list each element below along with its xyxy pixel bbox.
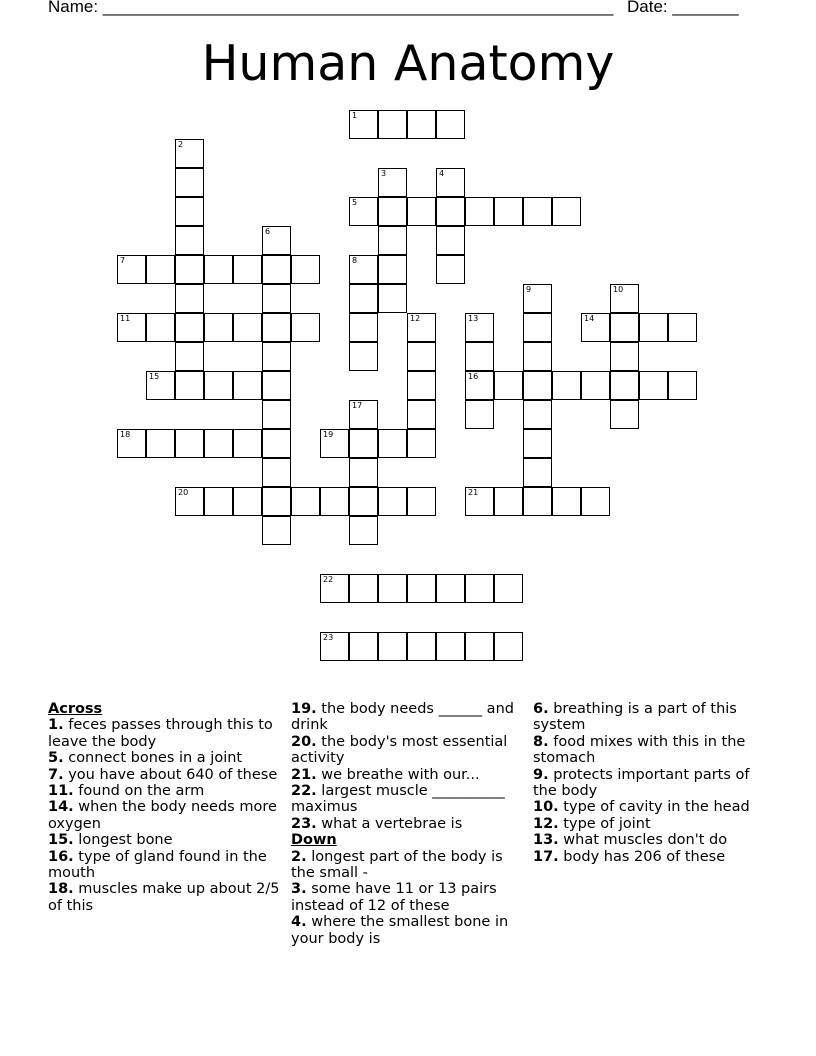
grid-cell[interactable]: [175, 342, 204, 371]
grid-cell[interactable]: [204, 429, 233, 458]
grid-cell[interactable]: [436, 255, 465, 284]
clue-number: 13: [468, 314, 479, 323]
clue-item-number: 11.: [48, 783, 74, 800]
grid-cell[interactable]: [175, 226, 204, 255]
grid-cell[interactable]: [407, 110, 436, 139]
clue-item-text: the body needs ______ and drink: [291, 701, 514, 734]
grid-cell[interactable]: [407, 632, 436, 661]
clue-item: [533, 799, 773, 815]
clue-item: [48, 881, 284, 914]
grid-cell[interactable]: [175, 284, 204, 313]
clue-item: [291, 881, 527, 914]
clue-number: 21: [468, 488, 479, 497]
clue-item-number: 5.: [48, 750, 64, 767]
grid-cell[interactable]: [262, 284, 291, 313]
clue-number: 14: [584, 314, 595, 323]
clue-item: [48, 717, 284, 750]
grid-cell[interactable]: [465, 487, 494, 516]
clue-item: [48, 799, 284, 832]
clue-item-text: some have 11 or 13 pairs instead of 12 of these: [291, 881, 497, 914]
grid-cell[interactable]: [262, 516, 291, 545]
clue-item-number: 10.: [533, 799, 559, 816]
clue-number: 18: [120, 430, 131, 439]
clue-item: [291, 734, 527, 767]
clue-item-number: 23.: [291, 815, 317, 832]
grid-cell[interactable]: [465, 632, 494, 661]
clue-item-number: 14.: [48, 799, 74, 816]
grid-cell[interactable]: [407, 429, 436, 458]
grid-cell[interactable]: [233, 429, 262, 458]
clue-column-2: [291, 701, 527, 947]
clue-item: [291, 849, 527, 882]
clue-item: [291, 816, 527, 832]
down-header: Down: [291, 832, 337, 849]
grid-cell[interactable]: [465, 400, 494, 429]
grid-cell[interactable]: [146, 255, 175, 284]
grid-cell[interactable]: [436, 197, 465, 226]
grid-cell[interactable]: [378, 574, 407, 603]
clue-number: 16: [468, 372, 479, 381]
grid-cell[interactable]: [175, 139, 204, 168]
grid-cell[interactable]: [175, 371, 204, 400]
clue-item-number: 15.: [48, 832, 74, 849]
clue-number: 23: [323, 633, 334, 642]
grid-cell[interactable]: [291, 255, 320, 284]
grid-cell[interactable]: [523, 458, 552, 487]
grid-cell[interactable]: [523, 342, 552, 371]
grid-cell[interactable]: [465, 574, 494, 603]
grid-cell[interactable]: [262, 342, 291, 371]
grid-cell[interactable]: [378, 429, 407, 458]
clue-item-text: you have about 640 of these: [63, 766, 278, 783]
clue-item-text: type of joint: [558, 815, 651, 832]
clue-column-3: [533, 701, 773, 865]
grid-cell[interactable]: [204, 255, 233, 284]
grid-cell[interactable]: [262, 371, 291, 400]
grid-cell[interactable]: [320, 429, 349, 458]
grid-cell[interactable]: [233, 487, 262, 516]
clue-item: [291, 914, 527, 947]
grid-cell[interactable]: [262, 226, 291, 255]
clue-column-1: [48, 701, 284, 914]
grid-cell[interactable]: [349, 458, 378, 487]
grid-cell[interactable]: [436, 226, 465, 255]
grid-cell[interactable]: [175, 197, 204, 226]
clue-item: [533, 701, 773, 734]
grid-cell[interactable]: [117, 313, 146, 342]
clue-number: 8: [352, 256, 358, 265]
clue-item-number: 17.: [533, 848, 559, 865]
grid-cell[interactable]: [291, 313, 320, 342]
grid-cell[interactable]: [349, 632, 378, 661]
clue-number: 17: [352, 401, 363, 410]
grid-cell[interactable]: [175, 255, 204, 284]
grid-cell[interactable]: [639, 371, 668, 400]
clue-item-text: muscles make up about 2/5 of this: [48, 881, 280, 914]
clue-item-text: connect bones in a joint: [63, 750, 243, 767]
clue-item-text: what muscles don't do: [558, 832, 728, 849]
clue-item-text: type of cavity in the head: [558, 799, 750, 816]
clue-item: [48, 832, 284, 848]
clue-item-text: food mixes with this in the stomach: [533, 733, 746, 767]
clue-number: 5: [352, 198, 358, 207]
grid-cell[interactable]: [436, 574, 465, 603]
clue-item: [291, 701, 527, 734]
grid-cell[interactable]: [552, 487, 581, 516]
grid-cell[interactable]: [610, 284, 639, 313]
grid-cell[interactable]: [378, 226, 407, 255]
clue-item: [48, 783, 284, 799]
clue-item: [533, 767, 773, 800]
grid-cell[interactable]: [581, 487, 610, 516]
clue-item-text: feces passes through this to leave the body: [48, 717, 273, 750]
clue-item: [533, 832, 773, 848]
clue-item: [291, 767, 527, 783]
clue-item-text: where the smallest bone in your body is: [291, 914, 509, 947]
clue-number: 11: [120, 314, 131, 323]
grid-cell[interactable]: [349, 516, 378, 545]
clue-item-number: 9.: [533, 766, 549, 783]
clue-item-text: the body's most essential activity: [291, 733, 508, 767]
clue-item: [533, 816, 773, 832]
clue-item-number: 22.: [291, 783, 317, 800]
grid-cell[interactable]: [320, 632, 349, 661]
grid-cell[interactable]: [146, 371, 175, 400]
grid-cell[interactable]: [523, 400, 552, 429]
clue-number: 4: [439, 169, 445, 178]
clue-item-number: 4.: [291, 914, 307, 931]
clue-number: 12: [410, 314, 421, 323]
grid-cell[interactable]: [523, 197, 552, 226]
grid-cell[interactable]: [262, 458, 291, 487]
grid-cell[interactable]: [581, 313, 610, 342]
grid-cell[interactable]: [378, 197, 407, 226]
grid-cell[interactable]: [523, 284, 552, 313]
grid-cell[interactable]: [378, 487, 407, 516]
page-title: Human Anatomy: [201, 35, 615, 92]
across-header: Across: [48, 701, 103, 717]
grid-cell[interactable]: [494, 632, 523, 661]
clue-item-number: 19.: [291, 701, 317, 717]
clue-item-number: 7.: [48, 766, 64, 783]
grid-cell[interactable]: [494, 197, 523, 226]
clue-item-text: found on the arm: [73, 783, 205, 800]
clue-item-number: 20.: [291, 733, 317, 750]
grid-cell[interactable]: [465, 371, 494, 400]
clue-item-text: what a vertebrae is: [316, 815, 463, 832]
grid-cell[interactable]: [436, 110, 465, 139]
grid-cell[interactable]: [204, 371, 233, 400]
grid-cell[interactable]: [378, 284, 407, 313]
clue-item-text: longest bone: [73, 832, 173, 849]
grid-cell[interactable]: [523, 313, 552, 342]
clue-item-text: longest part of the body is the small -: [291, 848, 503, 882]
clue-item-text: largest muscle __________ maximus: [291, 783, 505, 816]
grid-cell[interactable]: [320, 487, 349, 516]
clue-item-number: 1.: [48, 717, 64, 734]
grid-cell[interactable]: [523, 371, 552, 400]
grid-cell[interactable]: [349, 197, 378, 226]
grid-cell[interactable]: [320, 574, 349, 603]
clue-number: 9: [526, 285, 532, 294]
clue-item: [48, 767, 284, 783]
grid-cell[interactable]: [610, 371, 639, 400]
grid-cell[interactable]: [407, 313, 436, 342]
clue-item-text: when the body needs more oxygen: [48, 799, 277, 832]
grid-cell[interactable]: [610, 400, 639, 429]
grid-cell[interactable]: [436, 168, 465, 197]
grid-cell[interactable]: [175, 313, 204, 342]
grid-cell[interactable]: [407, 574, 436, 603]
grid-cell[interactable]: [146, 429, 175, 458]
grid-cell[interactable]: [117, 255, 146, 284]
grid-cell[interactable]: [349, 574, 378, 603]
grid-cell[interactable]: [465, 342, 494, 371]
clue-number: 6: [265, 227, 271, 236]
grid-cell[interactable]: [262, 313, 291, 342]
clue-item: [291, 783, 527, 816]
grid-cell[interactable]: [233, 313, 262, 342]
clue-number: 10: [613, 285, 624, 294]
clue-number: 19: [323, 430, 334, 439]
grid-cell[interactable]: [668, 371, 697, 400]
clue-number: 20: [178, 488, 189, 497]
grid-cell[interactable]: [291, 487, 320, 516]
grid-cell[interactable]: [349, 342, 378, 371]
grid-cell[interactable]: [436, 632, 465, 661]
grid-cell[interactable]: [378, 255, 407, 284]
grid-cell[interactable]: [378, 168, 407, 197]
grid-cell[interactable]: [407, 487, 436, 516]
grid-cell[interactable]: [175, 429, 204, 458]
grid-cell[interactable]: [407, 400, 436, 429]
grid-cell[interactable]: [349, 255, 378, 284]
clue-item-number: 8.: [533, 733, 549, 750]
date-field[interactable]: Date: _______: [627, 0, 739, 16]
grid-cell[interactable]: [494, 371, 523, 400]
name-field[interactable]: Name: ______________________________________________________: [48, 0, 614, 16]
grid-cell[interactable]: [494, 487, 523, 516]
grid-cell[interactable]: [146, 313, 175, 342]
grid-cell[interactable]: [378, 110, 407, 139]
grid-cell[interactable]: [204, 313, 233, 342]
grid-cell[interactable]: [668, 313, 697, 342]
grid-cell[interactable]: [262, 487, 291, 516]
clue-item-number: 13.: [533, 832, 559, 849]
grid-cell[interactable]: [175, 487, 204, 516]
clue-number: 22: [323, 575, 334, 584]
grid-cell[interactable]: [175, 168, 204, 197]
grid-cell[interactable]: [262, 255, 291, 284]
clue-item: [533, 849, 773, 865]
grid-cell[interactable]: [378, 632, 407, 661]
grid-cell[interactable]: [407, 197, 436, 226]
grid-cell[interactable]: [610, 342, 639, 371]
grid-cell[interactable]: [349, 313, 378, 342]
clue-item-text: body has 206 of these: [558, 848, 726, 865]
clue-item-text: we breathe with our...: [316, 766, 480, 783]
grid-cell[interactable]: [349, 400, 378, 429]
clue-item: [48, 849, 284, 882]
grid-cell[interactable]: [465, 197, 494, 226]
clue-item-number: 12.: [533, 815, 559, 832]
grid-cell[interactable]: [610, 313, 639, 342]
grid-cell[interactable]: [639, 313, 668, 342]
grid-cell[interactable]: [494, 574, 523, 603]
clue-item-text: type of gland found in the mouth: [48, 848, 267, 882]
clue-item-number: 16.: [48, 848, 74, 865]
grid-cell[interactable]: [204, 487, 233, 516]
clue-item-number: 2.: [291, 848, 307, 865]
clue-number: 7: [120, 256, 126, 265]
grid-cell[interactable]: [233, 371, 262, 400]
clue-item-number: 21.: [291, 766, 317, 783]
clue-number: 15: [149, 372, 160, 381]
grid-cell[interactable]: [407, 371, 436, 400]
clue-item-text: breathing is a part of this system: [533, 701, 737, 734]
clue-item-number: 18.: [48, 881, 74, 898]
grid-cell[interactable]: [233, 255, 262, 284]
clue-item: [48, 750, 284, 766]
clue-number: 3: [381, 169, 387, 178]
clue-number: 1: [352, 111, 358, 120]
grid-cell[interactable]: [523, 429, 552, 458]
clue-item-text: protects important parts of the body: [533, 766, 750, 800]
grid-cell[interactable]: [465, 313, 494, 342]
grid-cell[interactable]: [552, 197, 581, 226]
clue-item-number: 3.: [291, 881, 307, 898]
grid-cell[interactable]: [262, 400, 291, 429]
grid-cell[interactable]: [349, 284, 378, 313]
grid-cell[interactable]: [523, 487, 552, 516]
grid-cell[interactable]: [262, 429, 291, 458]
grid-cell[interactable]: [117, 429, 146, 458]
clue-item: [533, 734, 773, 767]
grid-cell[interactable]: [349, 110, 378, 139]
grid-cell[interactable]: [552, 371, 581, 400]
grid-cell[interactable]: [407, 342, 436, 371]
grid-cell[interactable]: [581, 371, 610, 400]
clue-item-number: 6.: [533, 701, 549, 717]
grid-cell[interactable]: [349, 429, 378, 458]
clue-number: 2: [178, 140, 184, 149]
grid-cell[interactable]: [349, 487, 378, 516]
